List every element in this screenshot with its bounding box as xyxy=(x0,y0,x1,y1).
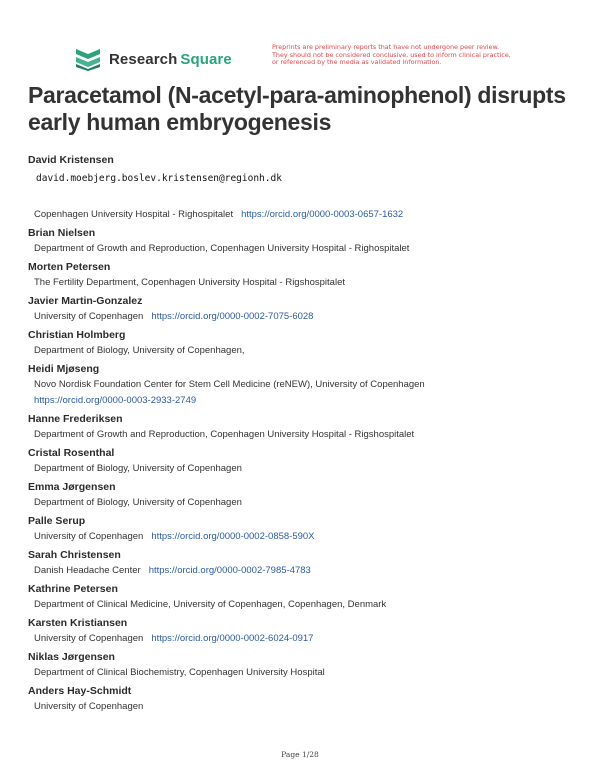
author-entry xyxy=(28,547,588,579)
orcid-link[interactable]: https://orcid.org/0000-0002-7985-4783 xyxy=(148,565,311,576)
author-affiliation xyxy=(28,597,588,613)
disclaimer-line: or referenced by the media as validated information. xyxy=(272,58,442,67)
author-name: Heidi Mjøseng xyxy=(28,363,100,375)
author-affiliation xyxy=(28,461,588,477)
author-affiliation xyxy=(28,529,588,545)
orcid-link[interactable]: https://orcid.org/0000-0003-0657-1632 xyxy=(241,209,404,220)
affiliation-text: Copenhagen University Hospital - Righospitalet xyxy=(34,209,234,220)
author-name: David Kristensen xyxy=(28,154,114,166)
author-name: Sarah Christensen xyxy=(28,549,121,561)
orcid-link[interactable]: https://orcid.org/0000-0002-0858-590X xyxy=(151,531,315,542)
author-entry xyxy=(28,152,588,223)
author-entry xyxy=(28,293,588,325)
affiliation-text: Department of Biology, University of Copenhagen xyxy=(34,463,242,474)
author-name: Niklas Jørgensen xyxy=(28,651,115,663)
page-header xyxy=(0,0,600,80)
author-affiliation xyxy=(28,427,588,443)
author-name: Karsten Kristiansen xyxy=(28,617,128,629)
author-entry xyxy=(28,649,588,681)
author-name: Kathrine Petersen xyxy=(28,583,118,595)
disclaimer-line: Preprints are preliminary reports that have not undergone peer review. xyxy=(272,43,500,51)
preprint-disclaimer xyxy=(272,44,542,67)
affiliation-text: University of Copenhagen xyxy=(34,531,144,542)
author-entry xyxy=(28,259,588,291)
author-name: Hanne Frederiksen xyxy=(28,413,123,425)
author-affiliation xyxy=(28,309,588,325)
affiliation-text: University of Copenhagen xyxy=(34,633,144,644)
affiliation-text: Department of Clinical Medicine, University of Copenhagen, Copenhagen, Denmark xyxy=(34,599,387,610)
disclaimer-line: They should not be considered conclusive, used to inform clinical practice, xyxy=(272,50,511,59)
author-name: Javier Martin-Gonzalez xyxy=(28,295,143,307)
orcid-link[interactable]: https://orcid.org/0000-0002-6024-0917 xyxy=(151,633,314,644)
author-entry xyxy=(28,411,588,443)
affiliation-text: University of Copenhagen xyxy=(34,311,144,322)
author-name: Cristal Rosenthal xyxy=(28,447,115,459)
author-name: Christian Holmberg xyxy=(28,329,126,341)
affiliation-text: Novo Nordisk Foundation Center for Stem Cell Medicine (reNEW), University of Copenhagen xyxy=(34,379,425,390)
paper-title: Paracetamol (N-acetyl-para-aminophenol) disrupts early human embryogenesis xyxy=(28,82,566,135)
author-affiliation xyxy=(28,699,588,715)
author-affiliation xyxy=(28,241,588,257)
affiliation-text: The Fertility Department, Copenhagen University Hospital - Rigshospitalet xyxy=(34,277,345,288)
page-number: Page 1/28 xyxy=(281,750,319,759)
author-affiliation xyxy=(28,207,588,223)
author-affiliation xyxy=(28,377,588,409)
affiliation-text: Department of Biology, University of Copenhagen xyxy=(34,497,242,508)
author-name: Palle Serup xyxy=(28,515,86,527)
author-entry xyxy=(28,361,588,409)
brand-research: Research xyxy=(109,50,178,68)
spacer xyxy=(28,187,588,207)
affiliation-text: Department of Growth and Reproduction, Copenhagen University Hospital - Rigshospitalet xyxy=(34,429,415,440)
author-affiliation xyxy=(28,495,588,511)
author-entry xyxy=(28,479,588,511)
author-entry xyxy=(28,445,588,477)
author-name: Anders Hay-Schmidt xyxy=(28,685,132,697)
author-affiliation xyxy=(28,631,588,647)
orcid-link[interactable]: https://orcid.org/0000-0003-2933-2749 xyxy=(34,395,197,406)
author-entry xyxy=(28,581,588,613)
affiliation-text: Department of Clinical Biochemistry, Copenhagen University Hospital xyxy=(34,667,325,678)
orcid-link[interactable]: https://orcid.org/0000-0002-7075-6028 xyxy=(151,311,314,322)
affiliation-text: Department of Growth and Reproduction, Copenhagen University Hospital - Righospitalet xyxy=(34,243,410,254)
affiliation-text: Department of Biology, University of Copenhagen, xyxy=(34,345,245,356)
brand-square: Square xyxy=(180,50,232,68)
author-affiliation xyxy=(28,343,588,359)
author-name: Morten Petersen xyxy=(28,261,111,273)
author-name: Emma Jørgensen xyxy=(28,481,116,493)
author-name: Brian Nielsen xyxy=(28,227,96,239)
author-entry xyxy=(28,683,588,715)
author-entry xyxy=(28,615,588,647)
author-email[interactable]: david.moebjerg.boslev.kristensen@regionh.dk xyxy=(36,173,282,184)
author-entry xyxy=(28,225,588,257)
author-entry xyxy=(28,513,588,545)
author-affiliation xyxy=(28,275,588,291)
author-list xyxy=(28,152,588,717)
brand-name xyxy=(109,51,232,68)
author-affiliation xyxy=(28,665,588,681)
affiliation-text: Danish Headache Center xyxy=(34,565,141,576)
research-square-logo-icon xyxy=(74,47,102,71)
author-affiliation xyxy=(28,563,588,579)
affiliation-text: University of Copenhagen xyxy=(34,701,144,712)
research-square-logo[interactable] xyxy=(74,47,232,71)
author-entry xyxy=(28,327,588,359)
